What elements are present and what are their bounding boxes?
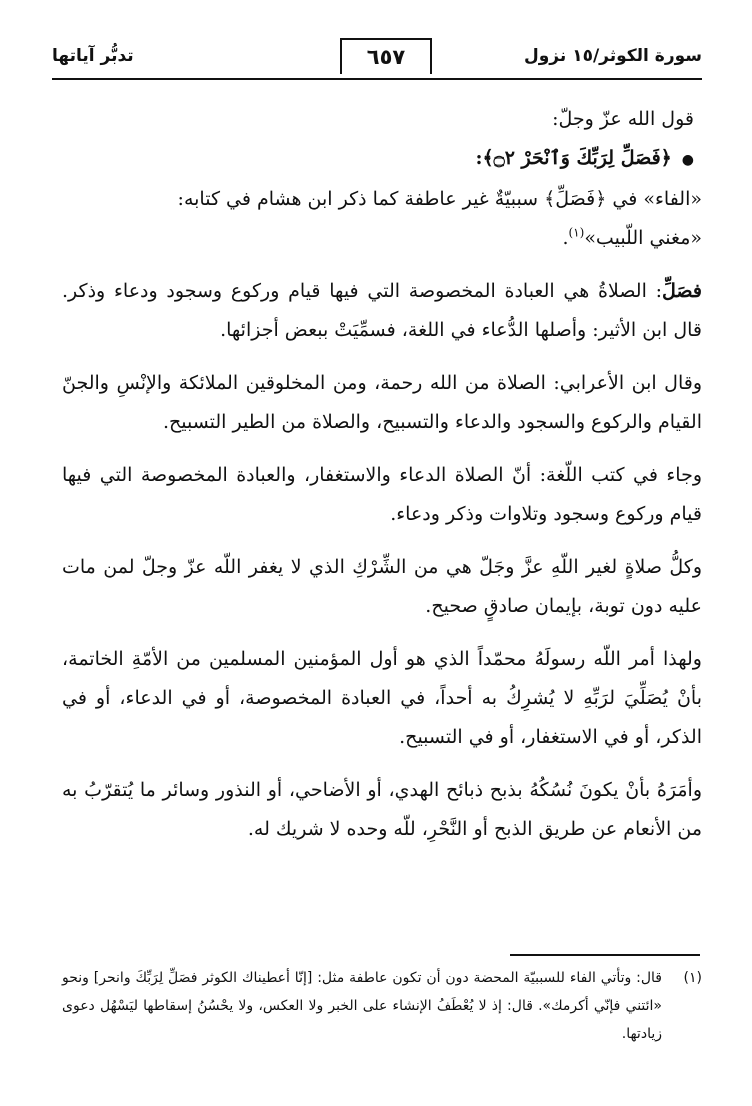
- paragraph-ibn-alarabi: وقال ابن الأعرابي: الصلاة من الله رحمة، ومن المخلوقين الملائكة والإنْسِ والجنّ القيام والركوع والسجود والدعاء والتسبيح، والصلاة من الطير التسبيح.: [62, 372, 702, 433]
- section-title: تدبُّر آياتها: [52, 46, 134, 66]
- defined-word: فصَلِّ: [662, 280, 702, 302]
- paragraph-command-prayer: ولهذا أمر اللّه رسولَهُ محمّداً الذي هو أول المؤمنين المسلمين من الأمّةِ الخاتمة، بأنْ يُصَلِّيَ لرَبِّهِ لا يُشرِكُ به أحداً، في العبادة المخصوصة، أو في الدعاء، أو في الذكر، أو في الاستغفار، أو في التسبيح.: [62, 648, 702, 748]
- footnote-text: قال: وتأتي الفاء للسببيّة المحضة دون أن تكون عاطفة مثل: [إنّا أعطيناك الكوثر فصَلِّ لِرَبِّكَ وانحر] ونحو «ائتني فإنّي أكرمك». قال: إذ لا يُعْطَفُ الإنشاء على الخبر ولا العكس، ولا يحْسُنُ إسقاطها ليَسْهُل دعوى زيادتها.: [62, 970, 662, 1042]
- definition-paragraph: [62, 272, 702, 350]
- grammar-note: [62, 180, 702, 258]
- definition-text: : الصلاةُ هي العبادة المخصوصة التي فيها قيام وركوع وسجود ودعاء وذكر. قال ابن الأثير: وأصلها الدُّعاء في اللغة، فسمِّيَتْ ببعض أجزائها.: [62, 280, 702, 341]
- surah-title: سورة الكوثر/١٥ نزول: [523, 46, 702, 66]
- main-text: [62, 100, 702, 849]
- footnote-number: (١): [683, 970, 702, 986]
- footnote-ref[interactable]: (١): [568, 225, 585, 240]
- verse-text: ﴿فَصَلِّ لِرَبِّكَ وَٱنْحَرْ ۝٢﴾:: [475, 147, 672, 169]
- paragraph-command-sacrifice: وأمَرَهُ بأنْ يكونَ نُسُكُهُ بذبح ذبائح الهدي، أو الأضاحي، أو النذور وسائر ما يُتقرّبُ به من الأنعام عن طريق الذبح أو النَّحْرِ، للّه وحده لا شريك له.: [62, 779, 702, 840]
- bullet-icon: ●: [681, 152, 694, 168]
- paragraph-language-books: وجاء في كتب اللّغة: أنّ الصلاة الدعاء والاستغفار، والعبادة المخصوصة التي فيها قيام وركوع وسجود وتلاوات وذكر ودعاء.: [62, 464, 702, 525]
- grammar-line-2: «مغني اللّبيب»: [584, 227, 702, 249]
- intro-line: قول الله عزّ وجلّ:: [552, 108, 694, 130]
- verse-line: [62, 139, 702, 180]
- footnote: [62, 964, 702, 1048]
- paragraph-shirk: وكلُّ صلاةٍ لغير اللّهِ عزَّ وجَلّ هي من الشِّرْكِ الذي لا يغفر اللّه عزّ وجلّ لمن مات عليه دون توبة، بإيمان صادقٍ صحيح.: [62, 556, 702, 617]
- grammar-end: .: [562, 227, 569, 249]
- page-header: [52, 38, 702, 80]
- footnote-divider: [510, 954, 700, 956]
- grammar-line-1: «الفاء» في ﴿فَصَلِّ﴾ سببيّةٌ غير عاطفة كما ذكر ابن هشام في كتابه:: [177, 188, 702, 210]
- page-number: ٦٥٧: [340, 38, 432, 74]
